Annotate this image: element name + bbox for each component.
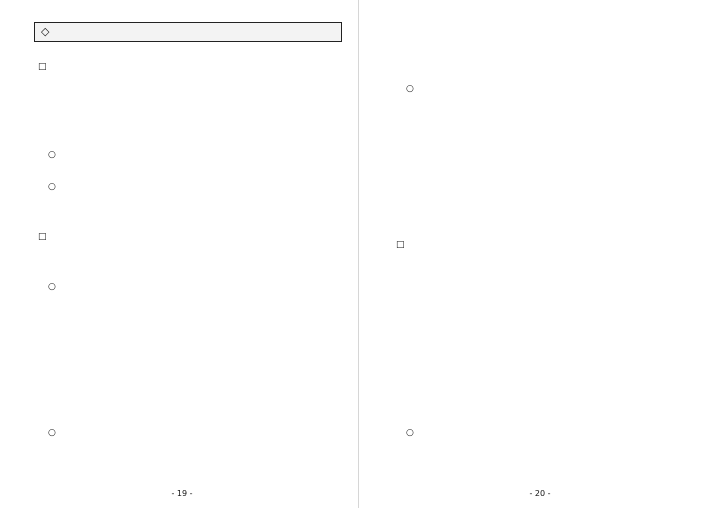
square-bullet-icon: □ bbox=[396, 240, 405, 250]
circle-bullet-icon: ○ bbox=[406, 428, 414, 438]
left-page bbox=[6, 0, 358, 508]
circle-bullet-icon: ○ bbox=[48, 282, 56, 292]
square-bullet-icon: □ bbox=[38, 232, 47, 242]
right-page bbox=[364, 0, 716, 508]
page-gutter bbox=[358, 0, 359, 508]
page-number: - 19 - bbox=[171, 489, 193, 498]
circle-bullet-icon: ○ bbox=[406, 84, 414, 94]
diamond-icon: ◇ bbox=[41, 25, 50, 38]
circle-bullet-icon: ○ bbox=[48, 182, 56, 192]
square-bullet-icon: □ bbox=[38, 62, 47, 72]
circle-bullet-icon: ○ bbox=[48, 150, 56, 160]
section-title-box bbox=[34, 22, 342, 42]
circle-bullet-icon: ○ bbox=[48, 428, 56, 438]
page-number: - 20 - bbox=[529, 489, 551, 498]
section-title bbox=[57, 26, 335, 37]
